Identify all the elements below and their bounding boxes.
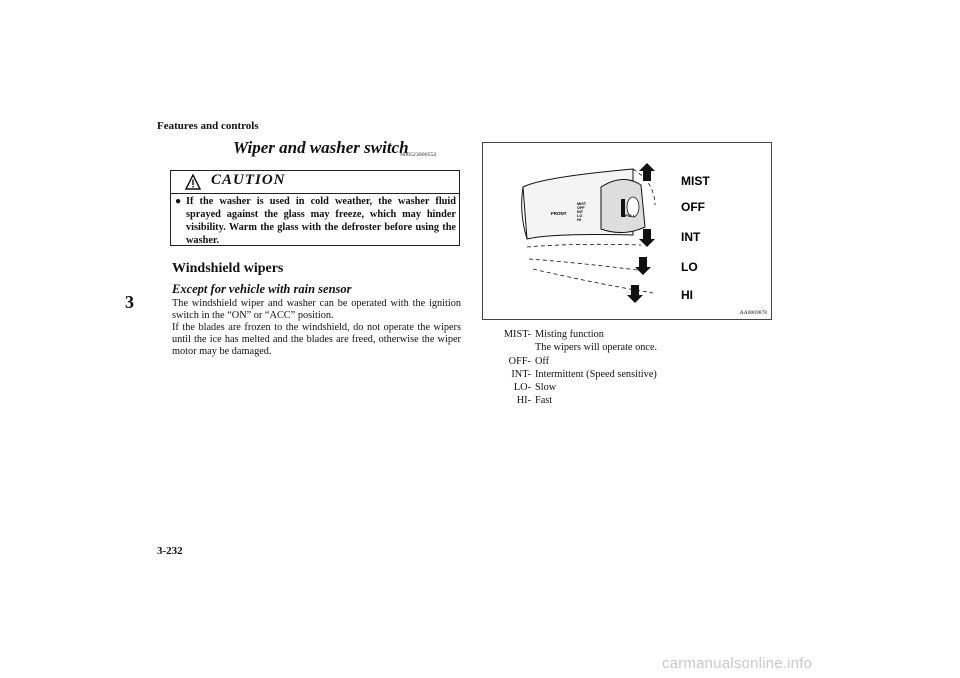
arrow-down-icon bbox=[635, 257, 651, 275]
position-label-off: OFF bbox=[681, 200, 705, 214]
page-number: 3-232 bbox=[157, 545, 183, 557]
position-label-hi: HI bbox=[681, 288, 693, 302]
wiper-switch-illustration bbox=[483, 143, 773, 321]
position-label-mist: MIST bbox=[681, 174, 710, 188]
doc-code: N00523000552 bbox=[400, 152, 437, 158]
legend-key: HI- bbox=[516, 395, 531, 407]
arrow-down-icon bbox=[639, 229, 655, 247]
subheading: Except for vehicle with rain sensor bbox=[172, 282, 352, 296]
legend-key: OFF- bbox=[508, 355, 531, 367]
stalk-label-hi: HI bbox=[577, 218, 581, 222]
legend-key: MIST- bbox=[503, 329, 531, 340]
stalk-label-lo: LO bbox=[577, 214, 583, 218]
paragraph-2: If the blades are frozen to the windshield, do not operate the wipers until the ice has melted and the blades are freed, otherwise the wiper motor may be damaged. bbox=[172, 322, 461, 357]
section-heading: Windshield wipers bbox=[172, 261, 284, 276]
stalk-label-int: INT bbox=[577, 210, 584, 214]
position-label-int: INT bbox=[681, 230, 701, 244]
legend-desc: Off bbox=[535, 355, 550, 367]
wiper-switch-figure bbox=[482, 142, 772, 320]
watermark: carmanualsonline.info bbox=[662, 655, 813, 672]
position-label-lo: LO bbox=[681, 260, 698, 274]
warning-triangle-icon bbox=[185, 174, 201, 190]
legend-desc: Intermittent (Speed sensitive) bbox=[535, 368, 657, 380]
page-title: Wiper and washer switch bbox=[233, 138, 409, 157]
legend-desc: The wipers will operate once. bbox=[535, 342, 658, 354]
arrow-down-icon bbox=[627, 285, 643, 303]
stalk-label-off: OFF bbox=[577, 206, 585, 210]
legend-desc: Misting function bbox=[535, 329, 604, 340]
chapter-tab: 3 bbox=[125, 292, 134, 312]
paragraph-1: The windshield wiper and washer can be operated with the ignition switch in the “ON” or “ACC” position. bbox=[172, 298, 461, 321]
caution-text: If the washer is used in cold weather, the washer fluid sprayed against the glass may freeze, which may hinder visibility. Warm the glass with the defroster before using the washer. bbox=[186, 196, 456, 246]
legend-key: LO- bbox=[513, 382, 531, 394]
stalk-label-front: FRONT bbox=[551, 211, 567, 216]
bullet-icon: ● bbox=[175, 196, 182, 207]
legend-desc: Fast bbox=[535, 395, 553, 407]
legend-key: INT- bbox=[511, 368, 531, 380]
legend-desc: Slow bbox=[535, 382, 557, 394]
caution-label: CAUTION bbox=[211, 172, 286, 188]
stalk-label-pull: PULL bbox=[625, 213, 636, 218]
caution-box bbox=[170, 170, 460, 246]
stalk-label-mist: MIST bbox=[577, 202, 587, 206]
section-header: Features and controls bbox=[157, 120, 259, 132]
caution-header bbox=[171, 171, 459, 194]
arrow-up-icon bbox=[639, 163, 655, 181]
figure-code: AA0069878 bbox=[739, 310, 767, 316]
